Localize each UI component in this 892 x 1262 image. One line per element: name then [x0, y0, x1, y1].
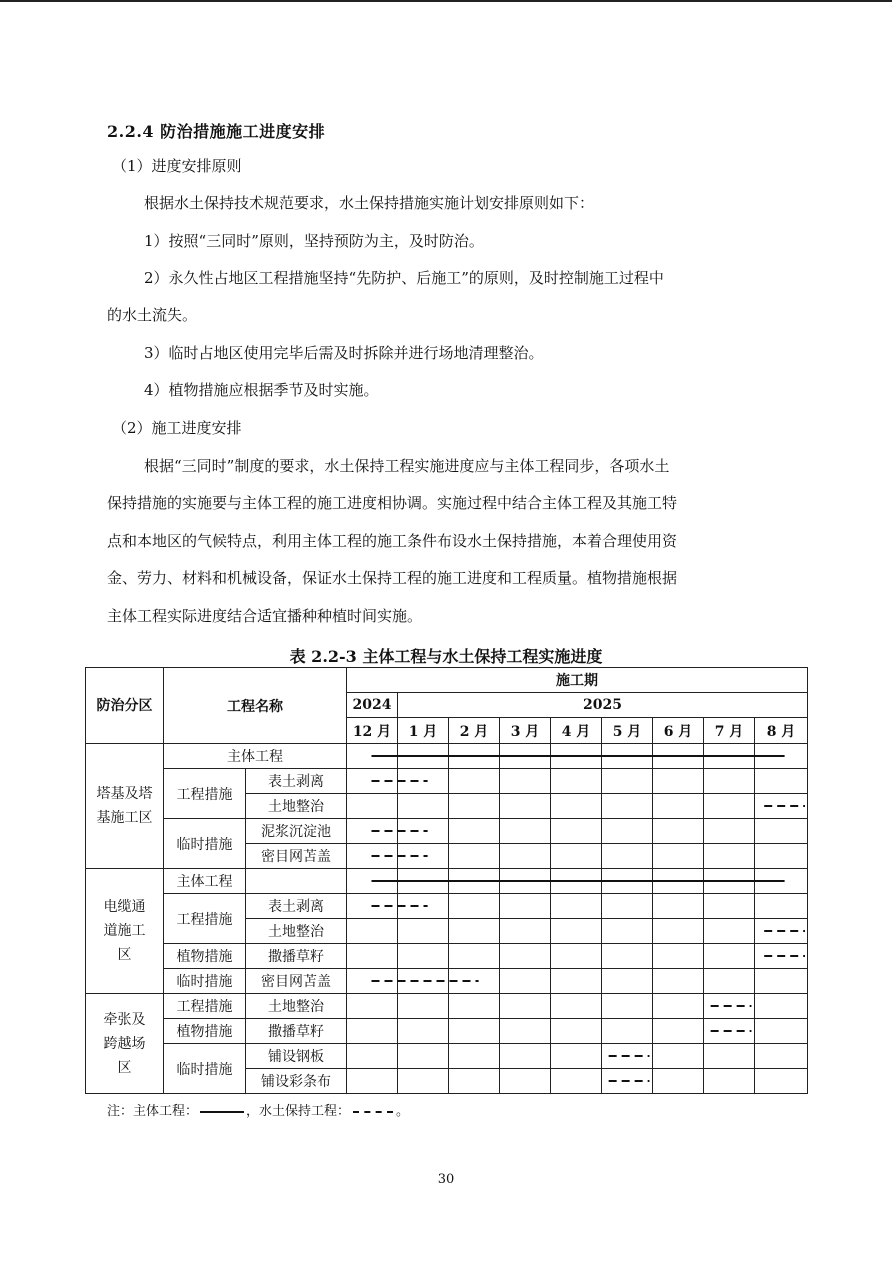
item-cell: 撒播草籽: [246, 1019, 347, 1044]
header-month: 1 月: [398, 718, 449, 744]
category-cell: 工程措施: [164, 769, 246, 819]
item-cell: 撒播草籽: [246, 944, 347, 969]
category-cell: 临时措施: [164, 819, 246, 869]
header-month: 7 月: [704, 718, 755, 744]
zone-cell: 塔基及塔基施工区: [86, 744, 164, 869]
principle-item-1: 1）按照“三同时”原则，坚持预防为主，及时防治。: [144, 232, 484, 250]
table-caption: 表 2.2-3 主体工程与水土保持工程实施进度: [289, 647, 603, 666]
item-cell: 铺设彩条布: [246, 1069, 347, 1094]
item-cell: 表土剥离: [246, 769, 347, 794]
zone-cell: 牵张及跨越场区: [86, 994, 164, 1094]
category-cell: 植物措施: [164, 944, 246, 969]
header-period: 施工期: [347, 668, 808, 693]
page-number: 30: [437, 1172, 455, 1187]
table-row: [86, 969, 808, 994]
header-month: 6 月: [653, 718, 704, 744]
category-cell: 植物措施: [164, 1019, 246, 1044]
item-cell: 表土剥离: [246, 894, 347, 919]
category-cell: 主体工程: [164, 869, 246, 894]
item-cell: 铺设钢板: [246, 1044, 347, 1069]
zone-cell: 电缆通道施工区: [86, 869, 164, 994]
table-row: [86, 994, 808, 1019]
subheading-principles: （1）进度安排原则: [112, 157, 242, 175]
item-cell: 土地整治: [246, 919, 347, 944]
top-border-line: [0, 0, 892, 2]
header-month: 3 月: [500, 718, 551, 744]
principle-item-3: 3）临时占地区使用完毕后需及时拆除并进行场地清理整治。: [144, 344, 544, 362]
table-row: [86, 869, 808, 894]
item-cell: 泥浆沉淀池: [246, 819, 347, 844]
header-project-name: 工程名称: [164, 668, 347, 744]
header-month: 2 月: [449, 718, 500, 744]
soil-works-line-sample: [353, 1111, 393, 1113]
table-row: [86, 819, 808, 844]
header-year: 2025: [398, 693, 808, 718]
paragraph-line: 保持措施的实施要与主体工程的施工进度相协调。实施过程中结合主体工程及其施工特: [107, 494, 678, 512]
paragraph-line: 主体工程实际进度结合适宜播种种植时间实施。: [107, 607, 423, 625]
paragraph-line: 金、劳力、材料和机械设备，保证水土保持工程的施工进度和工程质量。植物措施根据: [107, 569, 678, 587]
category-cell: 临时措施: [164, 1044, 246, 1094]
table-row: [86, 744, 808, 769]
item-cell: 密目网苫盖: [246, 844, 347, 869]
header-month: 8 月: [755, 718, 808, 744]
header-month: 5 月: [602, 718, 653, 744]
principles-intro: 根据水土保持技术规范要求，水土保持措施实施计划安排原则如下：: [144, 194, 595, 212]
category-cell: 临时措施: [164, 969, 246, 994]
header-month: 12 月: [347, 718, 398, 744]
table-row: [86, 894, 808, 919]
table-row: [86, 1044, 808, 1069]
category-cell: 工程措施: [164, 894, 246, 944]
principle-item-4: 4）植物措施应根据季节及时实施。: [144, 381, 379, 399]
schedule-table: [85, 667, 808, 1094]
item-cell: 土地整治: [246, 794, 347, 819]
subheading-schedule: （2）施工进度安排: [112, 419, 242, 437]
category-cell: 工程措施: [164, 994, 246, 1019]
section-heading: 2.2.4 防治措施施工进度安排: [107, 122, 326, 141]
table-row: [86, 944, 808, 969]
item-cell: 密目网苫盖: [246, 969, 347, 994]
header-year: 2024: [347, 693, 398, 718]
paragraph-line: 点和本地区的气候特点，利用主体工程的施工条件布设水土保持措施，本着合理使用资: [107, 532, 678, 550]
principle-item-2: 2）永久性占地区工程措施坚持“先防护、后施工”的原则，及时控制施工过程中: [144, 269, 664, 287]
header-zone: 防治分区: [86, 668, 164, 744]
category-cell: 主体工程: [164, 744, 347, 769]
paragraph-line: 根据“三同时”制度的要求，水土保持工程实施进度应与主体工程同步，各项水土: [144, 457, 670, 475]
item-cell: 土地整治: [246, 994, 347, 1019]
table-row: [86, 769, 808, 794]
main-works-line-sample: [200, 1111, 244, 1113]
table-row: [86, 1019, 808, 1044]
header-month: 4 月: [551, 718, 602, 744]
table-note: 注：主体工程： ，水土保持工程： 。: [107, 1104, 410, 1119]
principle-item-2-cont: 的水土流失。: [107, 306, 198, 324]
